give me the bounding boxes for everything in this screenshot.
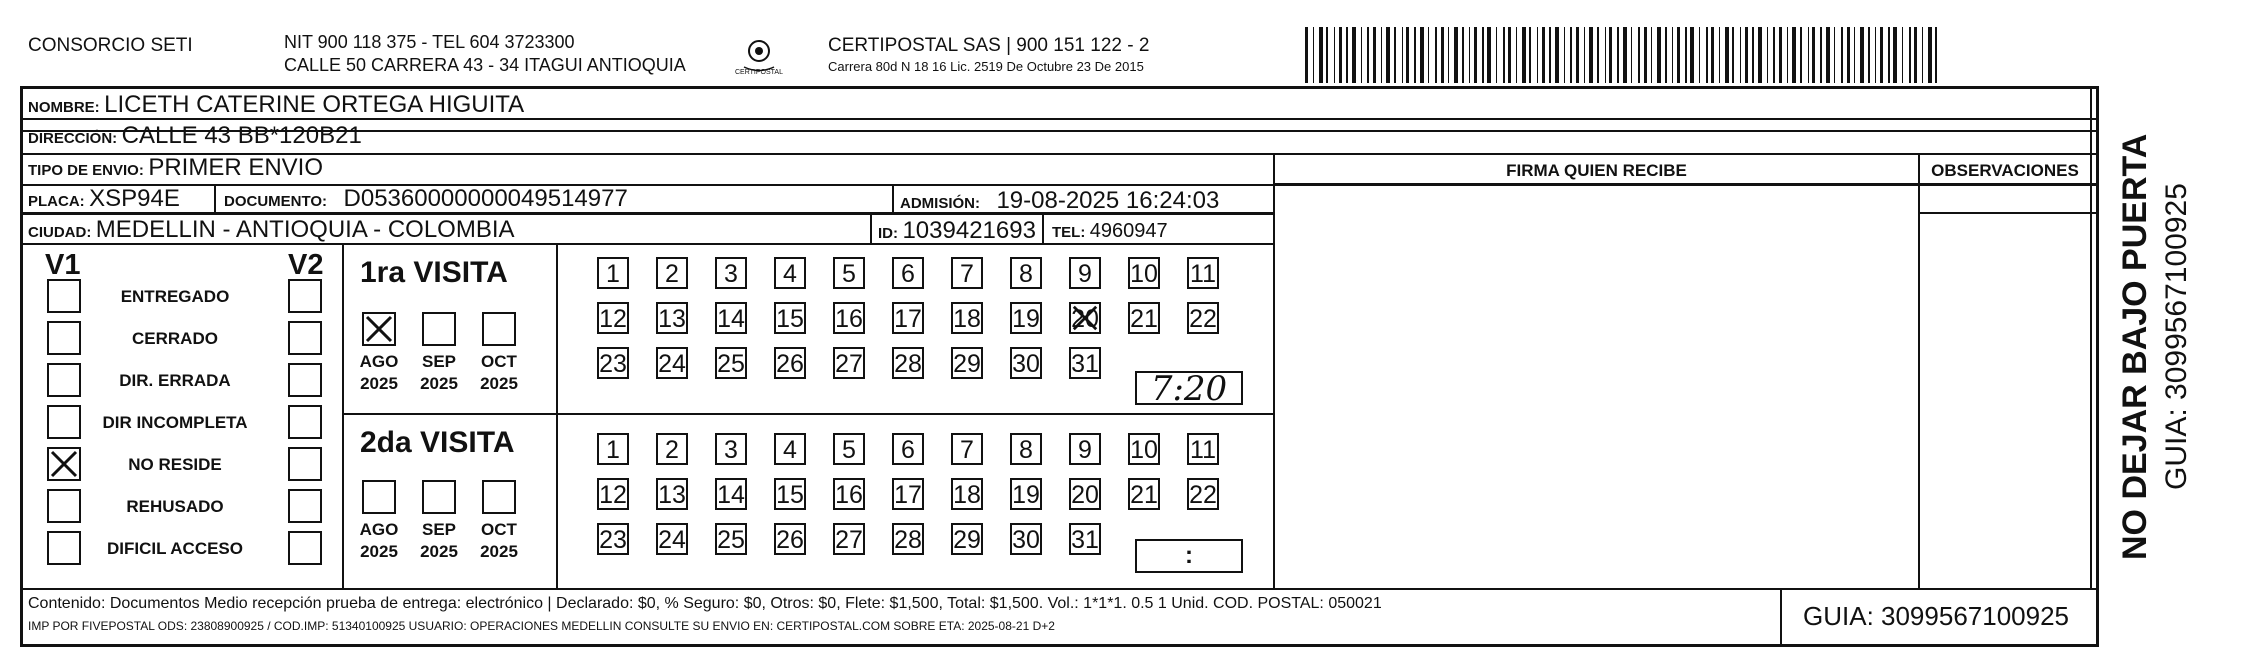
status-v2-checkbox[interactable] xyxy=(288,531,322,565)
nit-line: NIT 900 118 375 - TEL 604 3723300 xyxy=(284,32,575,52)
visit1-month-year: 2025 xyxy=(360,374,398,393)
observaciones-header: OBSERVACIONES xyxy=(1931,161,2079,180)
status-v1-checkbox[interactable] xyxy=(47,489,81,523)
address-line: CALLE 50 CARRERA 43 - 34 ITAGUI ANTIOQUIA xyxy=(284,55,686,75)
visit2-day-box[interactable]: 8 xyxy=(1010,433,1042,465)
visit2-day-box[interactable]: 11 xyxy=(1187,433,1219,465)
admision-label: ADMISIÓN: xyxy=(900,195,980,212)
documento-label: DOCUMENTO: xyxy=(224,193,328,210)
visit2-day-box[interactable]: 3 xyxy=(715,433,747,465)
status-label: REHUSADO xyxy=(126,497,224,516)
visit1-day-box[interactable]: 14 xyxy=(715,302,747,334)
footer-imp: IMP POR FIVEPOSTAL ODS: 23808900925 / COD.IMP: 51340100925 USUARIO: OPERACIONES MEDELLIN CONSULTE SU ENVIO EN: CERTIPOSTAL.COM SOBRE ETA: 2025-08-21 D+2 xyxy=(28,619,1055,633)
nombre-value: LICETH CATERINE ORTEGA HIGUITA xyxy=(104,91,525,118)
ciudad-value: MEDELLIN - ANTIOQUIA - COLOMBIA xyxy=(95,216,515,243)
side-guia: GUIA: 3099567100925 xyxy=(2160,183,2193,490)
tipo-label: TIPO DE ENVIO: xyxy=(28,162,144,179)
visit2-day-box[interactable]: 4 xyxy=(774,433,806,465)
visit1-day-box[interactable]: 3 xyxy=(715,257,747,289)
visit2-day-box[interactable]: 9 xyxy=(1069,433,1101,465)
visit2-time-box xyxy=(1135,539,1243,573)
visit2-month-name: AGO xyxy=(359,520,399,539)
visit2-time: : xyxy=(1185,542,1193,569)
status-v2-checkbox[interactable] xyxy=(288,321,322,355)
visit1-day-box[interactable]: 2 xyxy=(656,257,688,289)
nombre-label: NOMBRE: xyxy=(28,99,100,116)
certipostal-seal: CERTIPOSTAL xyxy=(730,38,788,78)
visit2-month-checkbox[interactable] xyxy=(422,480,456,514)
visit1-day-box[interactable]: 16 xyxy=(833,302,865,334)
footer-contenido: Contenido: Documentos Medio recepción prueba de entrega: electrónico | Declarado: $0, % Seguro: $0, Otros: $0, Flete: $1,500, Total: $1,500. Vol.: 1*1*1. 0.5 1 Unid. COD. POSTAL: 050021 xyxy=(28,595,1382,612)
visit2-day-box[interactable]: 16 xyxy=(833,478,865,510)
visit2-day-box[interactable]: 21 xyxy=(1128,478,1160,510)
barcode xyxy=(1305,27,1940,83)
visit1-day-box[interactable]: 6 xyxy=(892,257,924,289)
visit1-month-checkbox[interactable] xyxy=(422,312,456,346)
license-line: Carrera 80d N 18 16 Lic. 2519 De Octubre 23 De 2015 xyxy=(828,59,1144,74)
visit2-month-checkbox[interactable] xyxy=(362,480,396,514)
certipostal-line: CERTIPOSTAL SAS | 900 151 122 - 2 xyxy=(828,35,1150,56)
side-warning: NO DEJAR BAJO PUERTA xyxy=(2116,133,2154,560)
direccion-row xyxy=(28,124,362,148)
placa-label: PLACA: xyxy=(28,193,85,210)
visit2-day-box[interactable]: 10 xyxy=(1128,433,1160,465)
visit1-day-box[interactable]: 23 xyxy=(597,347,629,379)
id-row xyxy=(878,219,1036,243)
visit1-day-box[interactable]: 17 xyxy=(892,302,924,334)
visit1-day-box[interactable]: 22 xyxy=(1187,302,1219,334)
visit2-day-box[interactable]: 17 xyxy=(892,478,924,510)
visit1-day-box[interactable]: 27 xyxy=(833,347,865,379)
v1-label: V1 xyxy=(45,249,81,281)
visit1-day-box[interactable]: 13 xyxy=(656,302,688,334)
status-v1-checkbox[interactable] xyxy=(47,405,81,439)
status-v1-checkbox[interactable] xyxy=(47,531,81,565)
visit1-day-box[interactable]: 10 xyxy=(1128,257,1160,289)
tel-value: 4960947 xyxy=(1089,220,1168,242)
visit2-month-year: 2025 xyxy=(360,542,398,561)
status-v2-checkbox[interactable] xyxy=(288,447,322,481)
status-v1-checkbox[interactable] xyxy=(47,363,81,397)
visit1-day-box[interactable]: 28 xyxy=(892,347,924,379)
documento-row xyxy=(224,187,628,211)
visit2-day-box[interactable]: 26 xyxy=(774,523,806,555)
visit1-time-box xyxy=(1135,369,1243,409)
firma-header: FIRMA QUIEN RECIBE xyxy=(1506,161,1687,180)
visit2-day-box[interactable]: 19 xyxy=(1010,478,1042,510)
visit2-day-box[interactable]: 22 xyxy=(1187,478,1219,510)
ciudad-label: CIUDAD: xyxy=(28,224,92,241)
visit1-day-box[interactable]: 25 xyxy=(715,347,747,379)
visit2-day-box[interactable]: 7 xyxy=(951,433,983,465)
documento-value: D05360000000049514977 xyxy=(343,185,628,212)
visit2-month-name: SEP xyxy=(421,520,457,539)
id-label: ID: xyxy=(878,225,898,242)
visit2-month-checkbox[interactable] xyxy=(482,480,516,514)
status-label: NO RESIDE xyxy=(128,455,222,474)
visit2-day-box[interactable]: 27 xyxy=(833,523,865,555)
visit2-day-box[interactable]: 14 xyxy=(715,478,747,510)
visit2-day-box[interactable]: 28 xyxy=(892,523,924,555)
visit2-day-box[interactable]: 5 xyxy=(833,433,865,465)
visit1-day-box[interactable]: 24 xyxy=(656,347,688,379)
status-label: CERRADO xyxy=(132,329,218,348)
status-v1-checkbox[interactable] xyxy=(47,447,81,481)
status-v2-checkbox[interactable] xyxy=(288,489,322,523)
visit2-day-box[interactable]: 25 xyxy=(715,523,747,555)
tel-row xyxy=(1052,221,1168,241)
visit2-day-box[interactable]: 13 xyxy=(656,478,688,510)
admision-row xyxy=(900,189,1219,213)
visit2-month-name: OCT xyxy=(481,520,517,539)
status-label: DIFICIL ACCESO xyxy=(106,539,243,558)
visit1-day-box[interactable]: 18 xyxy=(951,302,983,334)
visit2-day-box[interactable]: 31 xyxy=(1069,523,1101,555)
visit1-month-checkbox[interactable] xyxy=(362,312,396,346)
visit2-day-box[interactable]: 30 xyxy=(1010,523,1042,555)
visit1-month-name: OCT xyxy=(481,352,517,371)
visit1-time: 7:20 xyxy=(1150,369,1228,409)
tipo-value: PRIMER ENVIO xyxy=(148,154,324,181)
visit2-day-box[interactable]: 1 xyxy=(597,433,629,465)
ciudad-row xyxy=(28,218,515,242)
visit1-day-box[interactable]: 7 xyxy=(951,257,983,289)
status-v2-checkbox[interactable] xyxy=(288,405,322,439)
visit2-day-box[interactable]: 2 xyxy=(656,433,688,465)
status-v2-checkbox[interactable] xyxy=(288,363,322,397)
visit1-day-box[interactable]: 21 xyxy=(1128,302,1160,334)
visit1-day-box[interactable]: 31 xyxy=(1069,347,1101,379)
company-name: CONSORCIO SETI xyxy=(28,35,193,56)
status-label: ENTREGADO xyxy=(120,287,230,306)
visit2-day-box[interactable]: 20 xyxy=(1069,478,1101,510)
visit1-month-checkbox[interactable] xyxy=(482,312,516,346)
status-label: DIR INCOMPLETA xyxy=(102,413,248,432)
id-value: 1039421693 xyxy=(902,217,1036,244)
direccion-label: DIRECCIÓN: xyxy=(28,130,118,147)
visit1-day-box[interactable]: 29 xyxy=(951,347,983,379)
visit2-day-box[interactable]: 6 xyxy=(892,433,924,465)
visit2-day-box[interactable]: 12 xyxy=(597,478,629,510)
visit2-month-year: 2025 xyxy=(420,542,458,561)
tipo-row xyxy=(28,156,323,180)
visit1-month-name: SEP xyxy=(421,352,457,371)
visit1-day-box[interactable]: 15 xyxy=(774,302,806,334)
visit1-day-box[interactable]: 8 xyxy=(1010,257,1042,289)
direccion-value: CALLE 43 BB*120B21 xyxy=(121,122,362,149)
status-label: DIR. ERRADA xyxy=(119,371,231,390)
visit1-day-box[interactable]: 9 xyxy=(1069,257,1101,289)
visit2-day-box[interactable]: 18 xyxy=(951,478,983,510)
visit1-day-box[interactable]: 30 xyxy=(1010,347,1042,379)
visit1-day-box[interactable]: 19 xyxy=(1010,302,1042,334)
placa-value: XSP94E xyxy=(89,185,180,212)
visit1-day-box[interactable]: 26 xyxy=(774,347,806,379)
visit1-day-box[interactable]: 5 xyxy=(833,257,865,289)
status-v1-checkbox[interactable] xyxy=(47,321,81,355)
placa-row xyxy=(28,187,180,211)
visit1-month-year: 2025 xyxy=(480,374,518,393)
visit1-day-box[interactable]: 20 xyxy=(1069,302,1101,334)
visit2-day-box[interactable]: 24 xyxy=(656,523,688,555)
v2-label: V2 xyxy=(288,249,324,281)
visit2-day-box[interactable]: 23 xyxy=(597,523,629,555)
status-v1-checkbox[interactable] xyxy=(47,279,81,313)
visit1-title: 1ra VISITA xyxy=(360,256,508,289)
tel-label: TEL: xyxy=(1052,224,1086,241)
visit1-month-year: 2025 xyxy=(420,374,458,393)
visit1-day-box[interactable]: 12 xyxy=(597,302,629,334)
admision-value: 19-08-2025 16:24:03 xyxy=(996,187,1220,214)
visit2-month-year: 2025 xyxy=(480,542,518,561)
footer-guia: GUIA: 3099567100925 xyxy=(1803,601,2069,631)
status-v2-checkbox[interactable] xyxy=(288,279,322,313)
nombre-row xyxy=(28,93,524,117)
visit2-day-box[interactable]: 15 xyxy=(774,478,806,510)
visit1-month-name: AGO xyxy=(359,352,399,371)
visit2-title: 2da VISITA xyxy=(360,426,515,459)
visit1-day-box[interactable]: 1 xyxy=(597,257,629,289)
visit1-day-box[interactable]: 4 xyxy=(774,257,806,289)
visit1-day-box[interactable]: 11 xyxy=(1187,257,1219,289)
visit2-day-box[interactable]: 29 xyxy=(951,523,983,555)
